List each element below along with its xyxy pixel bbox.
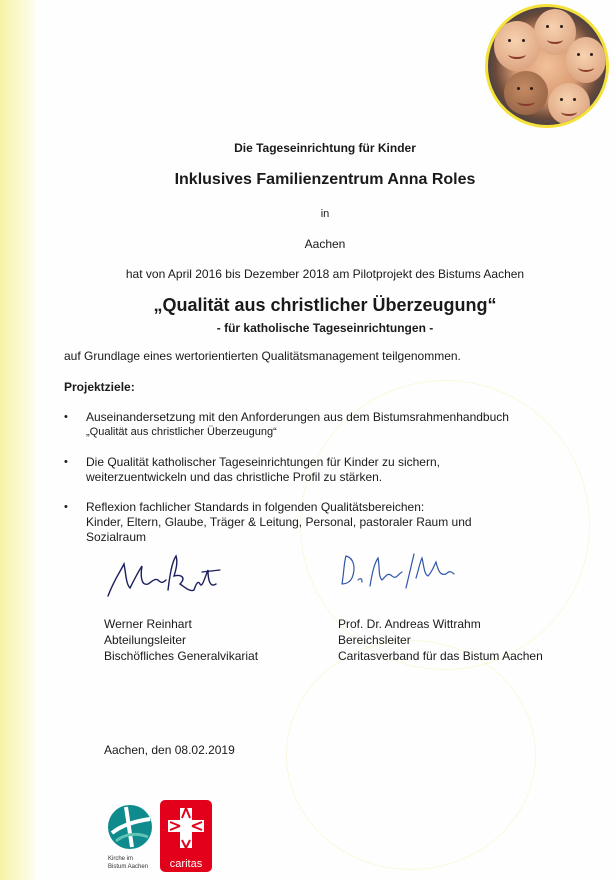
diocese-caption-line: Bistum Aachen [108, 864, 149, 870]
child-face [504, 71, 548, 115]
goal-line: Auseinandersetzung mit den Anforderungen aus dem Bistumsrahmenhandbuch [86, 410, 509, 424]
project-title: „Qualität aus christlicher Überzeugung“ [153, 295, 497, 315]
caritas-wordmark: caritas [169, 858, 203, 870]
diocese-cross-logo [106, 803, 154, 875]
signatory-block [104, 616, 258, 664]
bullet-icon: • [64, 501, 68, 513]
signature-reinhart [104, 550, 224, 602]
diocese-caption-line: Kirche im [108, 856, 134, 862]
bullet-icon: • [64, 456, 68, 468]
signatory-role: Abteilungsleiter [104, 633, 187, 647]
participation-period: hat von April 2016 bis Dezember 2018 am Pilotprojekt des Bistums Aachen [125, 267, 525, 281]
bullet-icon: • [64, 411, 68, 423]
watermark-circle [286, 640, 536, 870]
child-face [494, 21, 540, 71]
basis-text: auf Grundlage eines wertorientierten Qualitätsmanagement teilgenommen. [64, 349, 461, 363]
caritas-flame-cross-icon [160, 800, 212, 856]
goals-heading: Projektziele: [64, 380, 135, 394]
goal-line: Reflexion fachlicher Standards in folgenden Qualitätsbereichen: [86, 500, 425, 514]
child-face [548, 83, 590, 125]
child-face [566, 37, 606, 83]
intro-line: Die Tageseinrichtung für Kinder [234, 141, 416, 155]
goal-line: „Qualität aus christlicher Überzeugung“ [86, 426, 277, 438]
signatory-block [338, 616, 543, 664]
project-subtitle: - für katholische Tageseinrichtungen - [216, 321, 434, 335]
goal-line: Kinder, Eltern, Glaube, Träger & Leitung, Personal, pastoraler Raum und [86, 515, 472, 529]
city-name: Aachen [304, 237, 346, 251]
date-line: Aachen, den 08.02.2019 [104, 743, 235, 757]
in-word: in [320, 208, 330, 220]
goal-line: weiterzuentwickeln und das christliche Profil zu stärken. [86, 470, 383, 484]
signatory-role: Bereichsleiter [338, 633, 411, 647]
signatory-organization: Caritasverband für das Bistum Aachen [338, 649, 543, 663]
decorative-left-band [0, 0, 36, 880]
signatory-name: Werner Reinhart [104, 617, 192, 631]
goal-line: Sozialraum [86, 530, 147, 544]
children-photo [485, 4, 609, 128]
signature-wittrahm [338, 548, 458, 592]
goal-line: Die Qualität katholischer Tageseinrichtungen für Kinder zu sichern, [86, 455, 440, 469]
signatory-organization: Bischöfliches Generalvikariat [104, 649, 259, 663]
signatory-name: Prof. Dr. Andreas Wittrahm [338, 617, 481, 631]
caritas-cross-logo [160, 800, 212, 872]
organization-name: Inklusives Familienzentrum Anna Roles [174, 171, 476, 188]
